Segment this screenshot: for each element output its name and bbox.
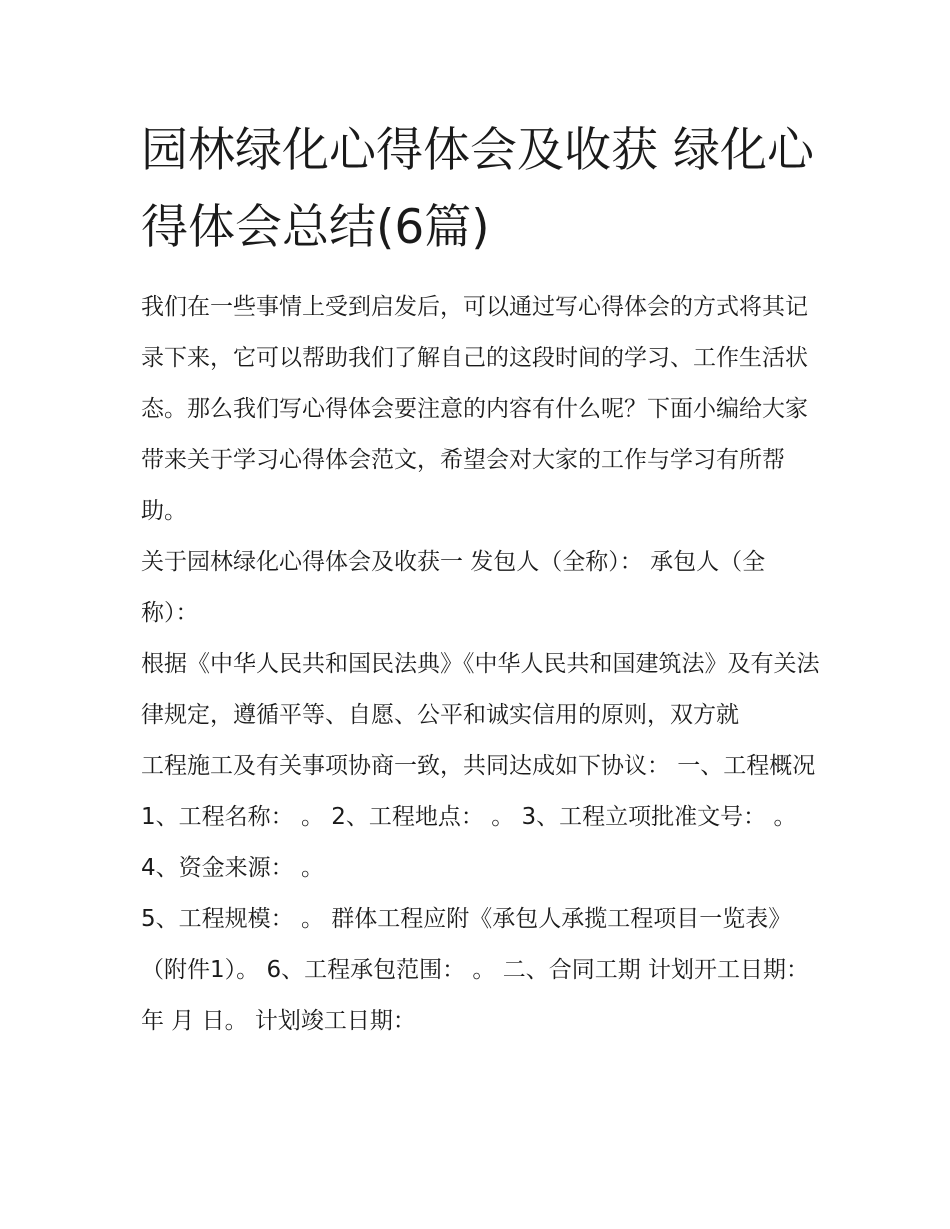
document-page [141,112,821,1047]
intro-paragraph: 我们在一些事情上受到启发后，可以通过写心得体会的方式将其记录下来，它可以帮助我们了解自己的这段时间的学习、工作生活状态。那么我们写心得体会要注意的内容有什么呢？下面小编给大家带来关于学习心得体会范文，希望会对大家的工作与学习有所帮助。 [141,294,808,524]
project-overview-paragraph: 工程施工及有关事项协商一致，共同达成如下协议： 一、工程概况 1、工程名称： 。 2、工程地点： 。 3、工程立项批准文号： 。 4、资金来源： 。 [141,753,816,881]
legal-basis-paragraph: 根据《中华人民共和国民法典》《中华人民共和国建筑法》及有关法律规定，遵循平等、自愿、公平和诚实信用的原则，双方就 [141,651,820,728]
section-heading-paragraph: 关于园林绿化心得体会及收获一 发包人（全称）： 承包人（全称）： [141,549,766,626]
document-title: 园林绿化心得体会及收获 绿化心得体会总结(6篇) [141,123,814,255]
project-scale-paragraph: 5、工程规模： 。 群体工程应附《承包人承揽工程项目一览表》（附件1）。 6、工程承包范围： 。 二、合同工期 计划开工日期： 年 月 日。 计划竣工日期： [141,906,810,1034]
